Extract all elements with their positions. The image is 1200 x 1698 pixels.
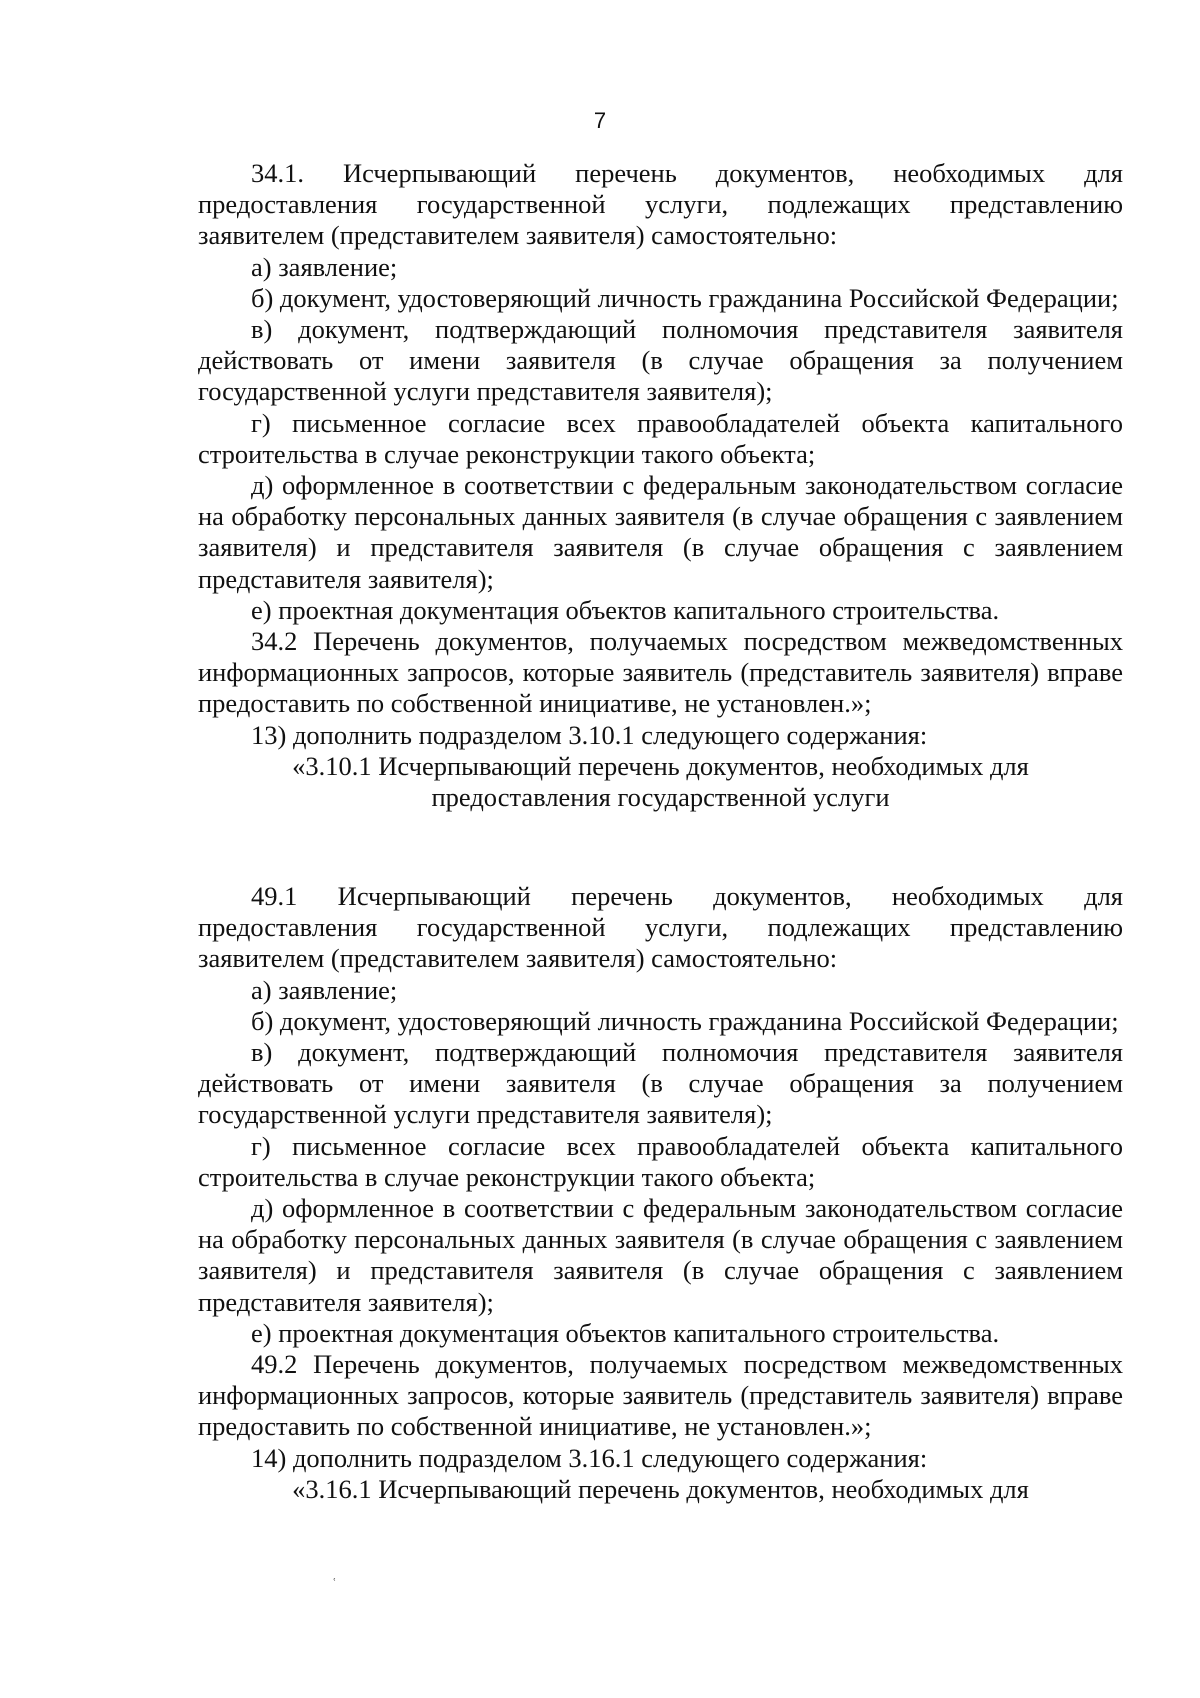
list-item-d: д) оформленное в соответствии с федеральным законодательством согласие на обработку персональных данных заявителя (в случае обращения с заявлением заявителя) и представителя заявителя (в случае обращения с заявлением представителя заявителя); [198,470,1123,594]
list-item-v: в) документ, подтверждающий полномочия представителя заявителя действовать от имени заявителя (в случае обращения за получением государственной услуги представителя заявителя); [198,314,1123,407]
heading-3-10-1-line-1: «3.10.1 Исчерпывающий перечень документов, необходимых для [292,750,1029,781]
scan-artifact-mark: ʿ [332,1577,337,1592]
list-item-v: в) документ, подтверждающий полномочия представителя заявителя действовать от имени заявителя (в случае обращения за получением государственной услуги представителя заявителя); [198,1037,1123,1130]
document-section-34 [198,158,1123,813]
list-item-g: г) письменное согласие всех правообладателей объекта капитального строительства в случае реконструкции такого объекта; [198,407,1123,469]
paragraph-49-2: 49.2 Перечень документов, получаемых посредством межведомственных информационных запросов, которые заявитель (представитель заявителя) вправе предоставить по собственной инициативе, не установлен.»; [198,1349,1123,1442]
list-item-a: а) заявление; [251,974,398,1005]
page-number: 7 [593,108,607,133]
list-item-e: е) проектная документация объектов капитального строительства. [251,1317,1000,1348]
heading-3-16-1-line-1: «3.16.1 Исчерпывающий перечень документов, необходимых для [292,1473,1029,1504]
amendment-13: 13) дополнить подразделом 3.10.1 следующего содержания: [251,719,928,750]
list-item-b: б) документ, удостоверяющий личность гражданина Российской Федерации; [251,282,1119,313]
list-item-d: д) оформленное в соответствии с федеральным законодательством согласие на обработку персональных данных заявителя (в случае обращения с заявлением заявителя) и представителя заявителя (в случае обращения с заявлением представителя заявителя); [198,1193,1123,1317]
paragraph-34-1: 34.1. Исчерпывающий перечень документов, необходимых для предоставления государственной услуги, подлежащих представлению заявителем (представителем заявителя) самостоятельно: [198,158,1123,251]
paragraph-34-2: 34.2 Перечень документов, получаемых посредством межведомственных информационных запросов, которые заявитель (представитель заявителя) вправе предоставить по собственной инициативе, не установлен.»; [198,626,1123,719]
list-item-e: е) проектная документация объектов капитального строительства. [251,594,1000,625]
list-item-g: г) письменное согласие всех правообладателей объекта капитального строительства в случае реконструкции такого объекта; [198,1130,1123,1192]
heading-3-10-1-line-2: предоставления государственной услуги [431,782,890,813]
document-section-49 [198,881,1123,1505]
list-item-b: б) документ, удостоверяющий личность гражданина Российской Федерации; [251,1005,1119,1036]
paragraph-49-1: 49.1 Исчерпывающий перечень документов, необходимых для предоставления государственной услуги, подлежащих представлению заявителем (представителем заявителя) самостоятельно: [198,881,1123,974]
list-item-a: а) заявление; [251,251,398,282]
amendment-14: 14) дополнить подразделом 3.16.1 следующего содержания: [251,1442,928,1473]
